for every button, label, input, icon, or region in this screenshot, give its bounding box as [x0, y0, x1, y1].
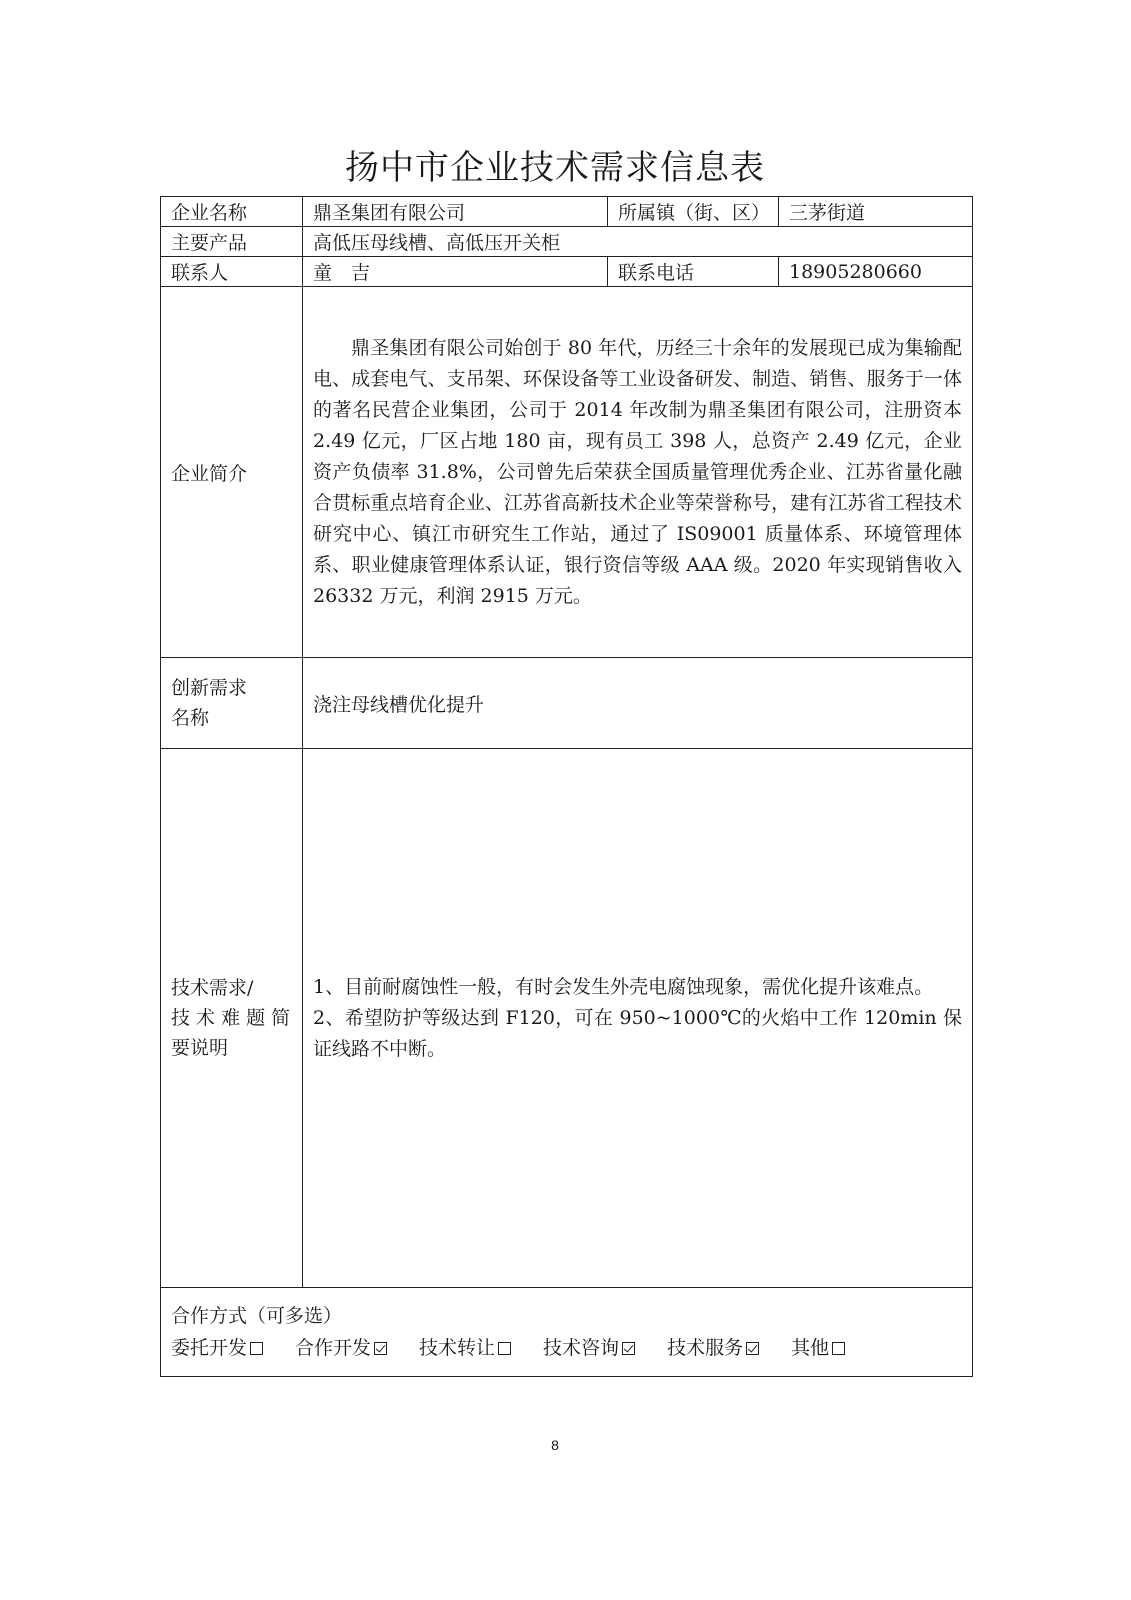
checkbox-icon[interactable] [250, 1342, 263, 1355]
checkbox-icon[interactable] [498, 1342, 511, 1355]
company-name-value: 鼎圣集团有限公司 [303, 197, 608, 227]
option-tech-consulting[interactable] [543, 1332, 635, 1364]
cooperation-cell [161, 1288, 973, 1377]
intro-label: 企业简介 [161, 287, 303, 658]
cooperation-options [171, 1332, 962, 1364]
products-label: 主要产品 [161, 227, 303, 257]
option-label: 合作开发 [295, 1337, 372, 1359]
option-joint-dev[interactable] [295, 1332, 387, 1364]
option-label: 其他 [791, 1337, 830, 1359]
innovation-value: 浇注母线槽优化提升 [303, 658, 973, 749]
tech-label-line2: 技 术 难 题 简 [171, 1007, 291, 1029]
row-products [161, 227, 973, 257]
checkbox-icon[interactable] [374, 1342, 387, 1355]
demand-form-table [160, 196, 973, 1377]
option-other[interactable] [791, 1332, 845, 1364]
innovation-label [161, 658, 303, 749]
products-value: 高低压母线槽、高低压开关柜 [303, 227, 973, 257]
company-name-label: 企业名称 [161, 197, 303, 227]
town-value: 三茅街道 [779, 197, 973, 227]
tech-value-cell [303, 749, 973, 1288]
option-label: 技术服务 [667, 1337, 744, 1359]
contact-label: 联系人 [161, 257, 303, 287]
town-label: 所属镇（街、区） [608, 197, 779, 227]
tech-item-1: 1、目前耐腐蚀性一般，有时会发生外壳电腐蚀现象，需优化提升该难点。 [313, 975, 934, 998]
phone-label: 联系电话 [608, 257, 779, 287]
option-label: 技术咨询 [543, 1337, 620, 1359]
checkbox-icon[interactable] [746, 1342, 759, 1355]
document-title: 扬中市企业技术需求信息表 [345, 148, 765, 188]
row-innovation [161, 658, 973, 749]
row-company [161, 197, 973, 227]
row-contact [161, 257, 973, 287]
option-entrusted-dev[interactable] [171, 1332, 263, 1364]
tech-label-line1: 技术需求/ [171, 977, 254, 999]
row-tech [161, 749, 973, 1288]
page-number: 8 [551, 1437, 559, 1453]
innovation-label-line1: 创新需求 [171, 677, 248, 699]
row-cooperation [161, 1288, 973, 1377]
innovation-label-line2: 名称 [171, 707, 210, 729]
option-tech-service[interactable] [667, 1332, 759, 1364]
row-intro [161, 287, 973, 658]
checkbox-icon[interactable] [622, 1342, 635, 1355]
phone-value: 18905280660 [779, 257, 973, 287]
option-label: 委托开发 [171, 1337, 248, 1359]
tech-label-line3: 要说明 [171, 1037, 229, 1059]
option-tech-transfer[interactable] [419, 1332, 511, 1364]
intro-value-cell [303, 287, 973, 658]
contact-value: 童 吉 [303, 257, 608, 287]
checkbox-icon[interactable] [832, 1342, 845, 1355]
intro-text: 鼎圣集团有限公司始创于 80 年代，历经三十余年的发展现已成为集输配电、成套电气、支吊架、环保设备等工业设备研发、制造、销售、服务于一体的著名民营企业集团，公司于 2014 年改制为鼎圣集团有限公司，注册资本 2.49 亿元，厂区占地 180 亩，现有员工 398 人，总资产 2.49 亿元，企业资产负债率 31.8%，公司曾先后荣获全国质量管理优秀企业、江苏省量化融合贯标重点培育企业、江苏省高新技术企业等荣誉称号，建有江苏省工程技术研究中心、镇江市研究生工作站，通过了 IS09001 质量体系、环境管理体系、职业健康管理体系认证，银行资信等级 AAA 级。2020 年实现销售收入 26332 万元，利润 2915 万元。 [313, 336, 962, 607]
cooperation-heading: 合作方式（可多选） [171, 1305, 343, 1327]
tech-item-2: 2、希望防护等级达到 F120，可在 950~1000℃的火焰中工作 120min 保证线路不中断。 [313, 1006, 962, 1060]
option-label: 技术转让 [419, 1337, 496, 1359]
tech-label [161, 749, 303, 1288]
